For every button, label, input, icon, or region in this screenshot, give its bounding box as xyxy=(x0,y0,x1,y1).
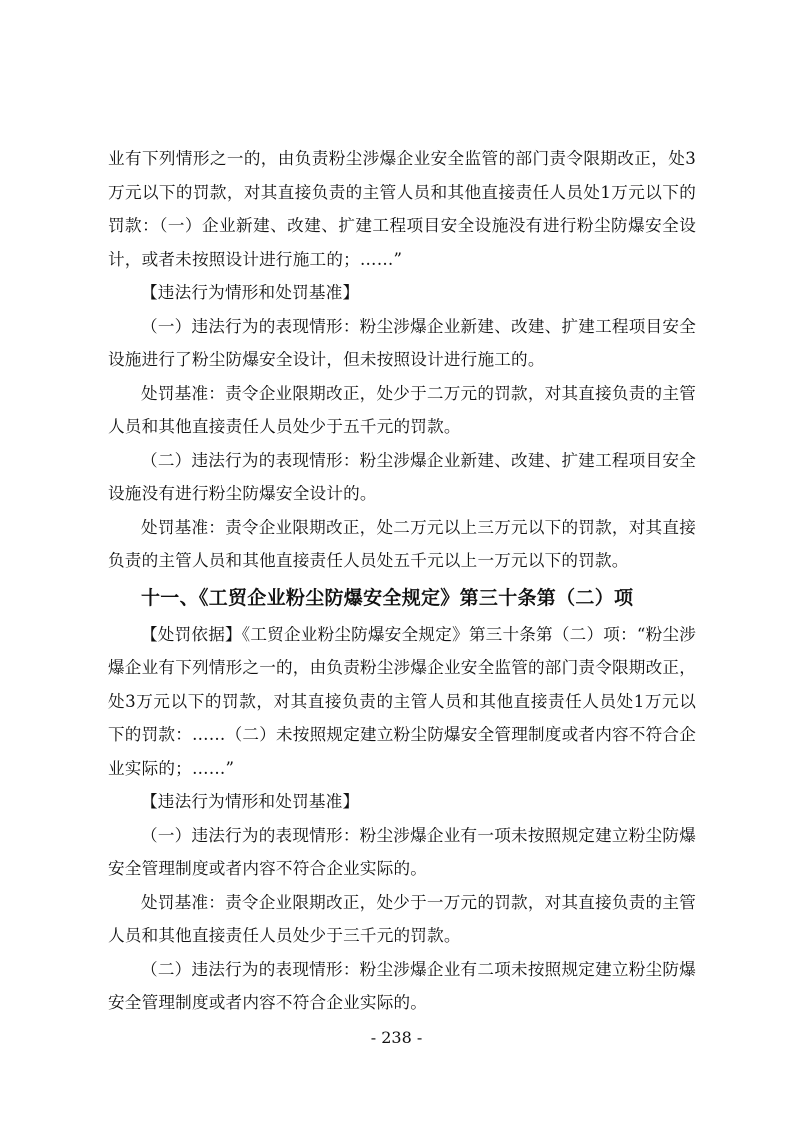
paragraph-section-label: 【违法行为情形和处罚基准】 xyxy=(141,283,360,302)
paragraph-case-1: （一）违法行为的表现情形：粉尘涉爆企业新建、改建、扩建工程项目安全设施进行了粉尘防爆安全设计，但未按照设计进行施工的。 xyxy=(108,316,696,369)
page-number: - 238 - xyxy=(370,1028,423,1047)
paragraph-penalty-2: 处罚基准：责令企业限期改正，处二万元以上三万元以下的罚款，对其直接负责的主管人员和其他直接责任人员处五千元以上一万元以下的罚款。 xyxy=(108,517,696,570)
section-heading: 十一、《工贸企业粉尘防爆安全规定》第三十条第（二）项 xyxy=(141,586,634,609)
paragraph-penalty-1: 处罚基准：责令企业限期改正，处少于一万元的罚款，对其直接负责的主管人员和其他直接责任人员处少于三千元的罚款。 xyxy=(108,892,696,945)
paragraph-case-1: （一）违法行为的表现情形：粉尘涉爆企业有一项未按照规定建立粉尘防爆安全管理制度或者内容不符合企业实际的。 xyxy=(108,825,696,878)
paragraph-continuation: 业有下列情形之一的，由负责粉尘涉爆企业安全监管的部门责令限期改正，处3万元以下的罚款，对其直接负责的主管人员和其他直接责任人员处1万元以下的罚款：（一）企业新建、改建、扩建工程项目安全设施没有进行粉尘防爆安全设计，或者未按照设计进行施工的；……” xyxy=(108,149,696,269)
paragraph-section-label: 【违法行为情形和处罚基准】 xyxy=(141,792,360,811)
document-body xyxy=(108,142,696,1020)
paragraph-legal-basis: 【处罚依据】《工贸企业粉尘防爆安全规定》第三十条第（二）项：“粉尘涉爆企业有下列情形之一的，由负责粉尘涉爆企业安全监管的部门责令限期改正，处3万元以下的罚款，对其直接负责的主管人员和其他直接责任人员处1万元以下的罚款：……（二）未按照规定建立粉尘防爆安全管理制度或者内容不符合企业实际的；……” xyxy=(108,624,696,778)
paragraph-penalty-1: 处罚基准：责令企业限期改正，处少于二万元的罚款，对其直接负责的主管人员和其他直接责任人员处少于五千元的罚款。 xyxy=(108,383,696,436)
paragraph-case-2: （二）违法行为的表现情形：粉尘涉爆企业有二项未按照规定建立粉尘防爆安全管理制度或者内容不符合企业实际的。 xyxy=(108,959,696,1012)
paragraph-case-2: （二）违法行为的表现情形：粉尘涉爆企业新建、改建、扩建工程项目安全设施没有进行粉尘防爆安全设计的。 xyxy=(108,450,696,503)
